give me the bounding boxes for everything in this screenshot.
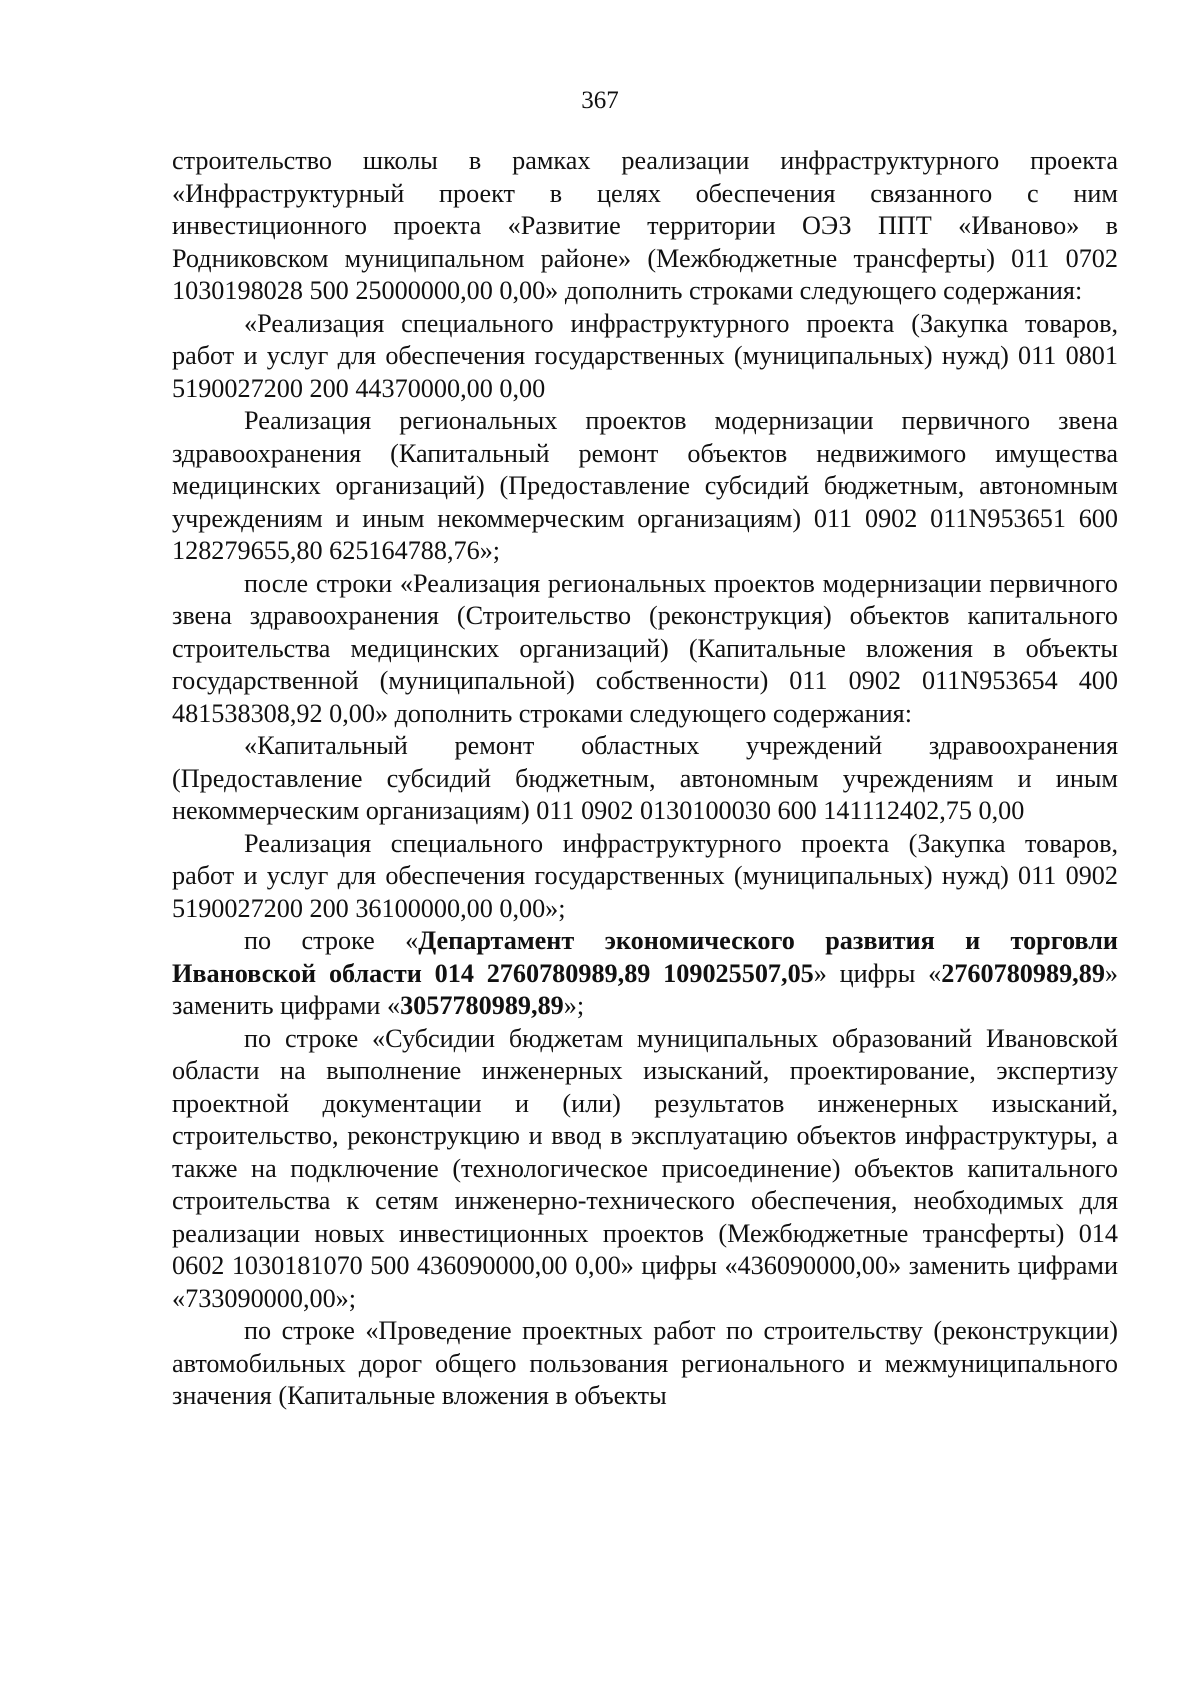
replace-text: » заменить цифрами « — [172, 958, 1118, 1020]
paragraph-continuation-school: строительство школы в рамках реализации инфраструктурного проекта «Инфраструктурный проект в целях обеспечения связанного с ним инвестиционного проекта «Развитие территории ОЭЗ ППТ «Иваново» в Родниковском муниципальном районе» (Межбюджетные трансферты) 011 0702 1030198028 500 25000000,00 0,00» дополнить строками следующего содержания: — [172, 146, 1118, 305]
line-prefix-text: по строке « — [244, 926, 419, 955]
department-title-bold: Департамент экономического развития и торговли Ивановской области 014 2760780989,89 109025507,05 — [172, 926, 1118, 988]
paragraph-after-line-healthcare-construction: после строки «Реализация региональных проектов модернизации первичного звена здравоохранения (Строительство (реконструкция) объектов капитального строительства медицинских организаций) (Капитальные вложения в объекты государственной (муниципальной) собственности) 011 0902 011N953654 400 481538308,92 0,00» дополнить строками следующего содержания: — [172, 568, 1118, 728]
page-number: 367 — [581, 87, 619, 114]
new-value-bold: 3057780989,89 — [400, 991, 564, 1020]
paragraph-department-economic-development — [172, 925, 1118, 1023]
document-body — [172, 145, 1118, 1413]
line-suffix-text: »; — [563, 991, 585, 1020]
paragraph-infrastructure-project-0902: Реализация специального инфраструктурного проекта (Закупка товаров, работ и услуг для обеспечения государственных (муниципальных) нужд) 011 0902 5190027200 200 36100000,00 0,00»; — [172, 828, 1118, 923]
paragraph-capital-repair-healthcare: «Капитальный ремонт областных учреждений здравоохранения (Предоставление субсидий бюджетным, автономным учреждениям и иным некоммерческим организациям) 011 0902 0130100030 600 141112402,75 0,00 — [172, 731, 1118, 825]
old-value-bold: 2760780989,89 — [941, 958, 1105, 988]
figures-text: » цифры « — [813, 958, 942, 988]
paragraph-primary-healthcare-repair: Реализация региональных проектов модернизации первичного звена здравоохранения (Капитальный ремонт объектов недвижимого имущества медицинских организаций) (Предоставление субсидий бюджетным, автономным учреждениям и иным некоммерческим организациям) 011 0902 011N953651 600 128279655,80 625164788,76»; — [172, 406, 1118, 565]
paragraph-road-design-works: по строке «Проведение проектных работ по строительству (реконструкции) автомобильных дорог общего пользования регионального и межмуниципального значения (Капитальные вложения в объекты — [172, 1316, 1118, 1410]
paragraph-municipal-subsidies: по строке «Субсидии бюджетам муниципальных образований Ивановской области на выполнение инженерных изысканий, проектирование, экспертизу проектной документации и (или) результатов инженерных изысканий, строительство, реконструкцию и ввод в эксплуатацию объектов инфраструктуры, а также на подключение (технологическое присоединение) объектов капитального строительства к сетям инженерно-технического обеспечения, необходимых для реализации новых инвестиционных проектов (Межбюджетные трансферты) 014 0602 1030181070 500 436090000,00 0,00» цифры «436090000,00» заменить цифрами «733090000,00»; — [172, 1023, 1118, 1313]
paragraph-infrastructure-project-0801: «Реализация специального инфраструктурного проекта (Закупка товаров, работ и услуг для обеспечения государственных (муниципальных) нужд) 011 0801 5190027200 200 44370000,00 0,00 — [172, 308, 1118, 403]
